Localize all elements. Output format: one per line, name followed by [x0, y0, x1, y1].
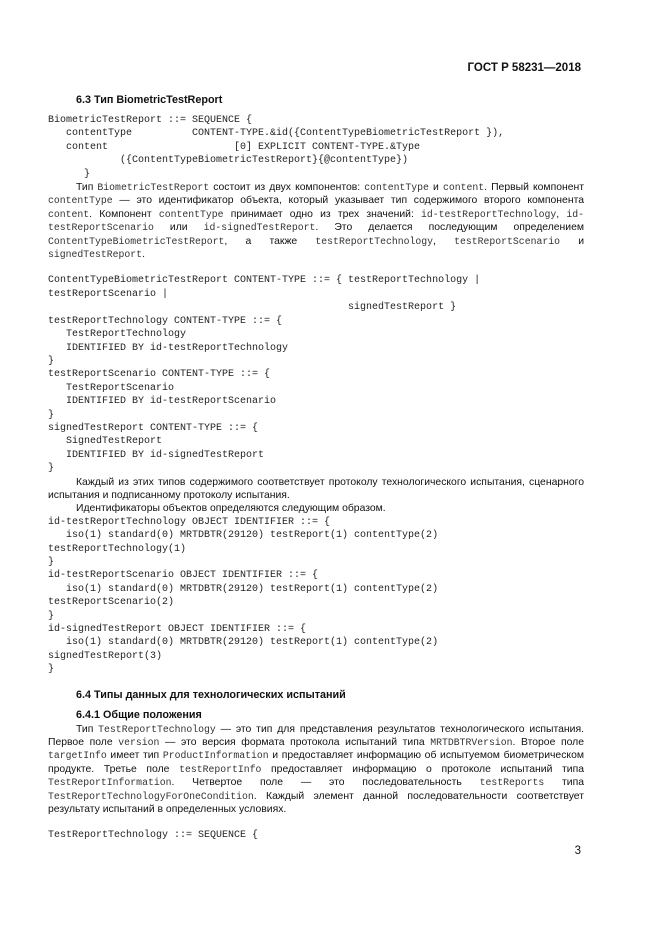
inline-code: version [118, 737, 160, 749]
inline-code: TestReportTechnologyForOneCondition [48, 790, 254, 802]
inline-code: content [48, 208, 90, 220]
paragraph-object-identifiers: Идентификаторы объектов определяются следующим образом. [76, 503, 386, 515]
asn1-object-identifiers: id-testReportTechnology OBJECT IDENTIFIER ::= { iso(1) standard(0) MRTDBTR(29120) testReport(1) contentType(2) testReportTechnology(1) } id-testReportScenario OBJECT IDENTIFIER ::= { iso(1) standard(0) MRTDBTR(29120) testReport(1) contentType(2) testReportScenario(2) } id-signedTestReport OBJECT IDENTIFIER ::= { iso(1) standard(0) MRTDBTR(29120) testReport(1) contentType(2) signedTestReport(3) } [48, 516, 439, 676]
inline-code: testReportInfo [179, 763, 262, 775]
inline-code: TestReportInformation [48, 777, 172, 789]
inline-code: MRTDBTRVersion [430, 737, 513, 749]
inline-code: contentType [364, 182, 429, 194]
inline-code: id-signedTestReport [203, 222, 316, 234]
inline-code: BiometricTestReport [97, 182, 210, 194]
asn1-test-report-technology: TestReportTechnology ::= SEQUENCE { [48, 829, 259, 841]
inline-code: targetInfo [48, 750, 107, 762]
page-number: 3 [574, 845, 581, 857]
section-6-3-heading: 6.3 Тип BiometricTestReport [76, 94, 223, 106]
inline-code: id-testReportScenario [48, 208, 584, 234]
inline-code: testReportScenario [454, 235, 560, 247]
section-6-4-heading: 6.4 Типы данных для технологических испытаний [76, 688, 346, 701]
paragraph-content-types: Каждый из этих типов содержимого соответствует протоколу технологического испытания, сценарного испытания и подписанному протоколу испытания. [48, 476, 584, 501]
inline-code: testReports [479, 777, 545, 789]
paragraph-biometric-test-report: Тип BiometricTestReport состоит из двух компонентов: contentType и content. Первый компонент contentType — это идентификатор объекта, который указывает тип содержимого второго компонента content. Компонент contentType принимает одно из трех значений: id-testReportTechnology, id-testReportScenario или id-signedTestReport. Это делается последующим определением ContentTypeBiometricTestReport, а также testReportTechnology, testReportScenario и signedTestReport. [48, 182, 585, 261]
page-content [48, 94, 584, 842]
asn1-biometric-test-report: BiometricTestReport ::= SEQUENCE { contentType CONTENT-TYPE.&id({ContentTypeBiometricTestReport }), content [0] EXPLICIT CONTENT-TYPE.&Type ({ContentTypeBiometricTestReport}{@contentType}) } [48, 115, 505, 180]
paragraph-test-report-technology: Тип TestReportTechnology — это тип для представления результатов технологического испытания. Первое поле version — это версия формата протокола испытаний типа MRTDBTRVersion. Второе поле targetInfo имеет тип ProductInformation и предоставляет информацию об испытуемом биометрическом продукте. Третье поле testReportInfo предоставляет информацию о протоколе испытаний типа TestReportInformation. Четвертое поле — это последовательность testReports типа TestReportTechnologyForOneCondition. Каждый элемент данной последовательности соответствует результату испытаний в определенных условиях. [48, 723, 585, 816]
inline-code: id-testReportTechnology [421, 208, 557, 220]
inline-code: testReportTechnology [315, 235, 434, 247]
section-6-4-1-heading: 6.4.1 Общие положения [76, 708, 202, 721]
inline-code: ProductInformation [162, 750, 269, 762]
inline-code: contentType [158, 208, 224, 220]
inline-code: signedTestReport [48, 249, 143, 261]
inline-code: content [442, 182, 485, 194]
asn1-content-types: ContentTypeBiometricTestReport CONTENT-TYPE ::= { testReportTechnology | testReportScenario | signedTestReport } testReportTechnology CONTENT-TYPE ::= { TestReportTechnology IDENTIFIED BY id-testReportTechnology } testReportScenario CONTENT-TYPE ::= { TestReportScenario IDENTIFIED BY id-testReportScenario } signedTestReport CONTENT-TYPE ::= { SignedTestReport IDENTIFIED BY id-signedTestReport } [48, 275, 481, 475]
inline-code: contentType [48, 195, 113, 207]
standard-header: ГОСТ Р 58231—2018 [467, 62, 581, 74]
inline-code: ContentTypeBiometricTestReport [48, 235, 225, 247]
inline-code: TestReportTechnology [98, 723, 216, 735]
